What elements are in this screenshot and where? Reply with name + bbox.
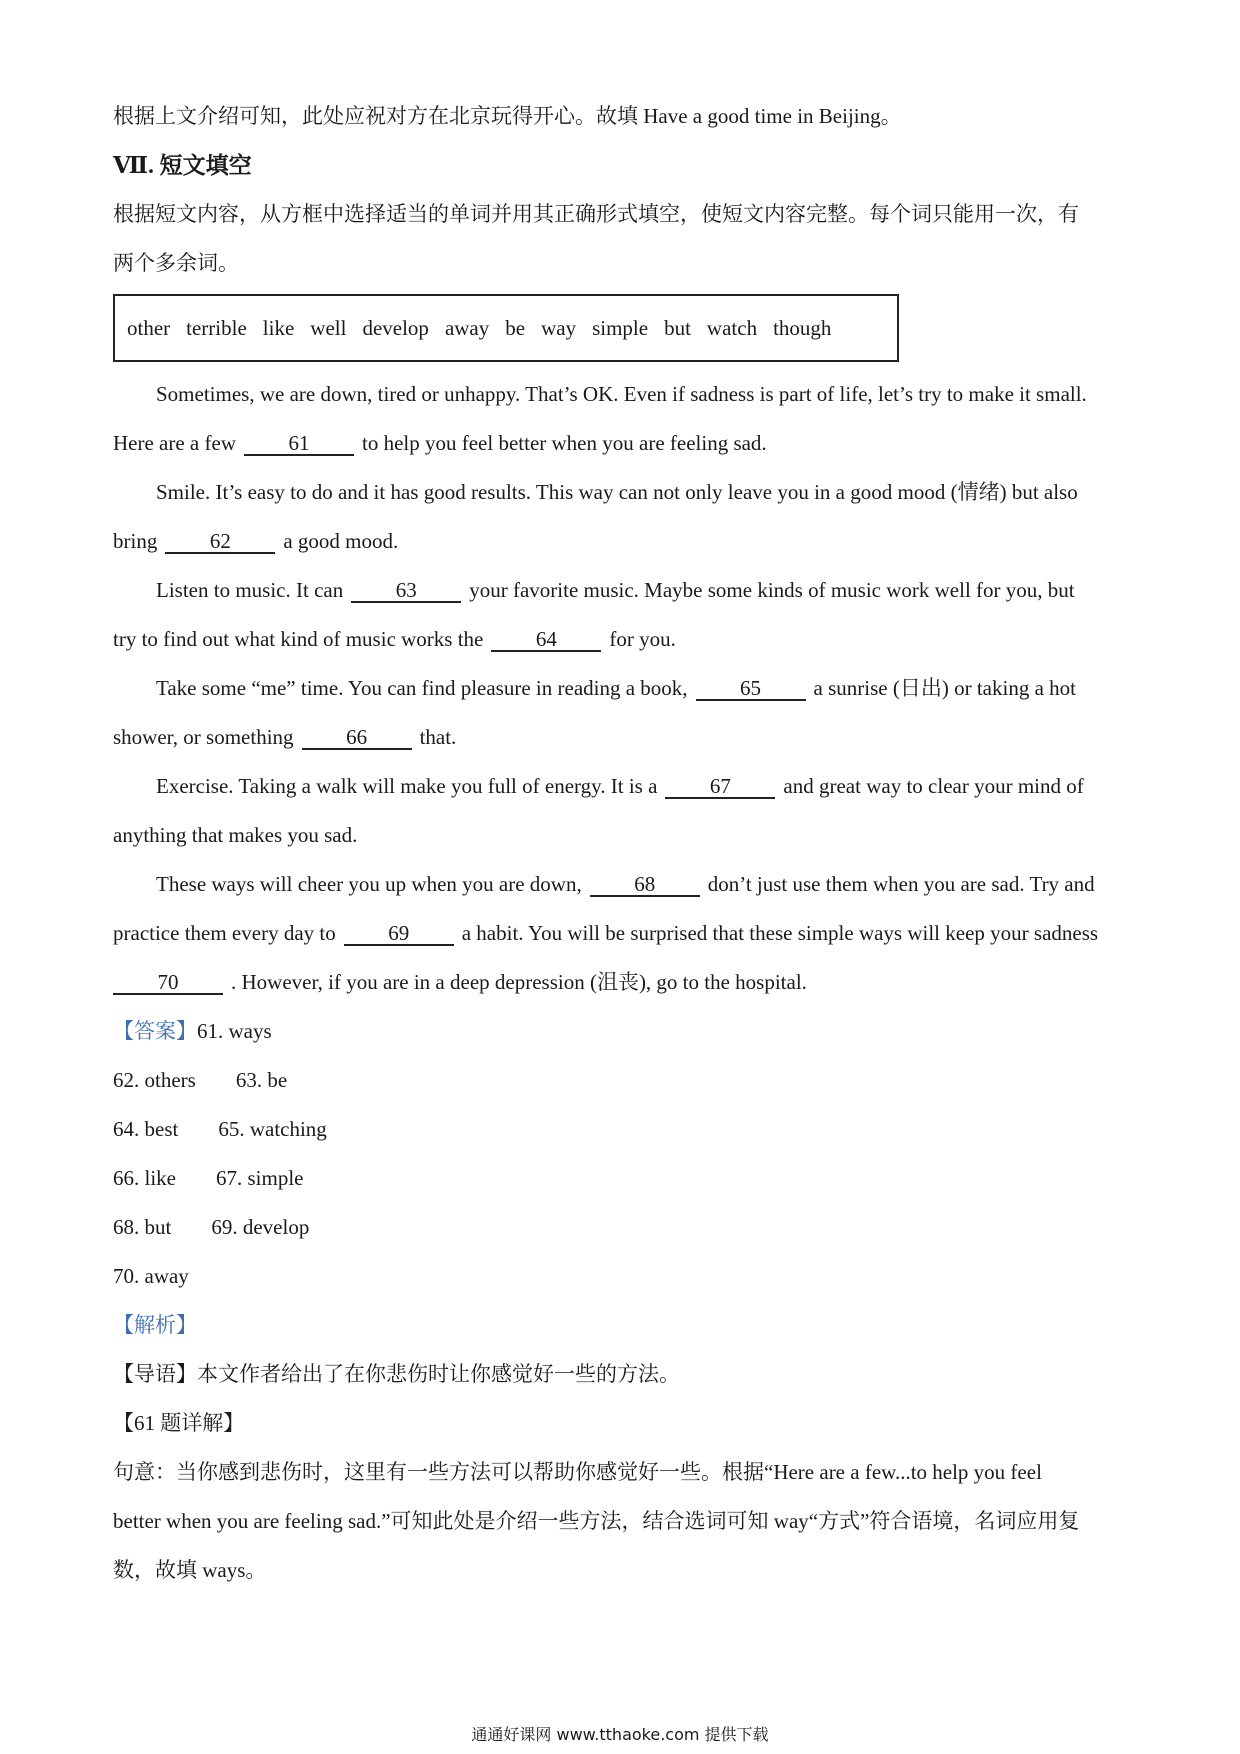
analysis-intro: 【导语】本文作者给出了在你悲伤时让你感觉好一些的方法。	[113, 1362, 680, 1386]
blank-64: 64	[491, 628, 601, 652]
word-box-item: simple	[592, 315, 649, 340]
passage-p4-line1	[113, 664, 1133, 713]
passage-p4-line2	[113, 713, 1133, 762]
blank-65: 65	[696, 677, 806, 701]
document-page	[113, 92, 1133, 1595]
passage-p2-line2	[113, 517, 1133, 566]
answer-61: 61. ways	[197, 1019, 272, 1043]
passage-text: shower, or something	[113, 725, 294, 749]
passage-p5-line2: anything that makes you sad.	[113, 823, 358, 847]
word-box-item: develop	[362, 315, 429, 340]
word-box-item: away	[444, 315, 490, 340]
answer-row-6	[113, 1252, 1133, 1301]
passage-p1-line2	[113, 419, 1133, 468]
passage-text: Exercise. Taking a walk will make you full of energy. It is a	[156, 774, 658, 798]
passage-p6-line3	[113, 958, 1133, 1007]
blank-66: 66	[302, 726, 412, 750]
answer-row-2	[113, 1056, 1133, 1105]
passage-text: bring	[113, 529, 158, 553]
answer-row-5	[113, 1203, 1133, 1252]
passage-p1-line1: Sometimes, we are down, tired or unhappy. That’s OK. Even if sadness is part of life, let’s try to make it small.	[156, 382, 1087, 406]
word-box-item: though	[773, 315, 832, 340]
word-box-item: watch	[706, 315, 758, 340]
instruction-line-1: 根据短文内容，从方框中选择适当的单词并用其正确形式填空，使短文内容完整。每个词只能用一次，有	[113, 202, 1079, 226]
word-box-item: way	[541, 315, 577, 340]
section-title: Ⅶ. 短文填空	[113, 153, 252, 178]
passage-p2-line1: Smile. It’s easy to do and it has good results. This way can not only leave you in a good mood (情绪) but also	[156, 480, 1078, 504]
passage-text: a good mood.	[283, 529, 399, 553]
passage-text: a habit. You will be surprised that these simple ways will keep your sadness	[461, 921, 1099, 945]
word-box-item: other	[127, 315, 171, 340]
word-box	[113, 294, 899, 362]
passage-text: for you.	[609, 627, 676, 651]
analysis-q61-line1: 句意：当你感到悲伤时，这里有一些方法可以帮助你感觉好一些。根据“Here are a few...to help you feel	[113, 1460, 1042, 1484]
passage-text: and great way to clear your mind of	[783, 774, 1084, 798]
answer-70: 70. away	[113, 1264, 189, 1288]
passage-text: practice them every day to	[113, 921, 336, 945]
answer-row-1	[113, 1007, 1133, 1056]
answer-67: 67. simple	[216, 1166, 304, 1190]
passage-p3-line1	[113, 566, 1133, 615]
answer-label: 【答案】	[113, 1019, 197, 1043]
analysis-q61-title: 【61 题详解】	[113, 1411, 245, 1435]
analysis-q61-line3: 数，故填 ways。	[113, 1558, 267, 1582]
passage-p3-line2	[113, 615, 1133, 664]
word-box-item: but	[664, 315, 691, 340]
passage-text: Take some “me” time. You can find pleasure in reading a book,	[156, 676, 688, 700]
answer-68: 68. but	[113, 1215, 172, 1239]
blank-63: 63	[351, 579, 461, 603]
passage-text: don’t just use them when you are sad. Try and	[707, 872, 1095, 896]
answer-65: 65. watching	[218, 1117, 327, 1141]
passage-text: Here are a few	[113, 431, 236, 455]
answer-row-4	[113, 1154, 1133, 1203]
blank-69: 69	[344, 922, 454, 946]
passage-text: a sunrise (日出) or taking a hot	[813, 676, 1076, 700]
top-line: 根据上文介绍可知，此处应祝对方在北京玩得开心。故填 Have a good time in Beijing。	[113, 104, 902, 128]
passage-text: . However, if you are in a deep depression (沮丧), go to the hospital.	[231, 970, 807, 994]
answer-66: 66. like	[113, 1166, 176, 1190]
blank-61: 61	[244, 432, 354, 456]
passage-p6-line1	[113, 860, 1133, 909]
page-footer: 通通好课网 www.tthaoke.com 提供下载	[471, 1725, 769, 1744]
answer-64: 64. best	[113, 1117, 179, 1141]
word-box-item: be	[505, 315, 526, 340]
blank-70: 70	[113, 971, 223, 995]
word-box-item: terrible	[186, 315, 247, 340]
blank-67: 67	[665, 775, 775, 799]
analysis-label: 【解析】	[113, 1313, 197, 1337]
answer-62: 62. others	[113, 1068, 196, 1092]
passage-text: to help you feel better when you are feeling sad.	[362, 431, 767, 455]
passage-text: Listen to music. It can	[156, 578, 344, 602]
blank-68: 68	[590, 873, 700, 897]
answer-row-3	[113, 1105, 1133, 1154]
answer-63: 63. be	[235, 1068, 288, 1092]
instruction-line-2: 两个多余词。	[113, 251, 239, 275]
passage-text: These ways will cheer you up when you are down,	[156, 872, 582, 896]
passage-p5-line1	[113, 762, 1133, 811]
word-box-item: well	[310, 315, 347, 340]
passage-p6-line2	[113, 909, 1133, 958]
word-box-item: like	[262, 315, 295, 340]
passage-text: your favorite music. Maybe some kinds of music work well for you, but	[469, 578, 1075, 602]
blank-62: 62	[165, 530, 275, 554]
answer-69: 69. develop	[211, 1215, 310, 1239]
passage-text: that.	[419, 725, 457, 749]
analysis-q61-line2: better when you are feeling sad.”可知此处是介绍一些方法，结合选词可知 way“方式”符合语境，名词应用复	[113, 1509, 1080, 1533]
passage-text: try to find out what kind of music works the	[113, 627, 484, 651]
